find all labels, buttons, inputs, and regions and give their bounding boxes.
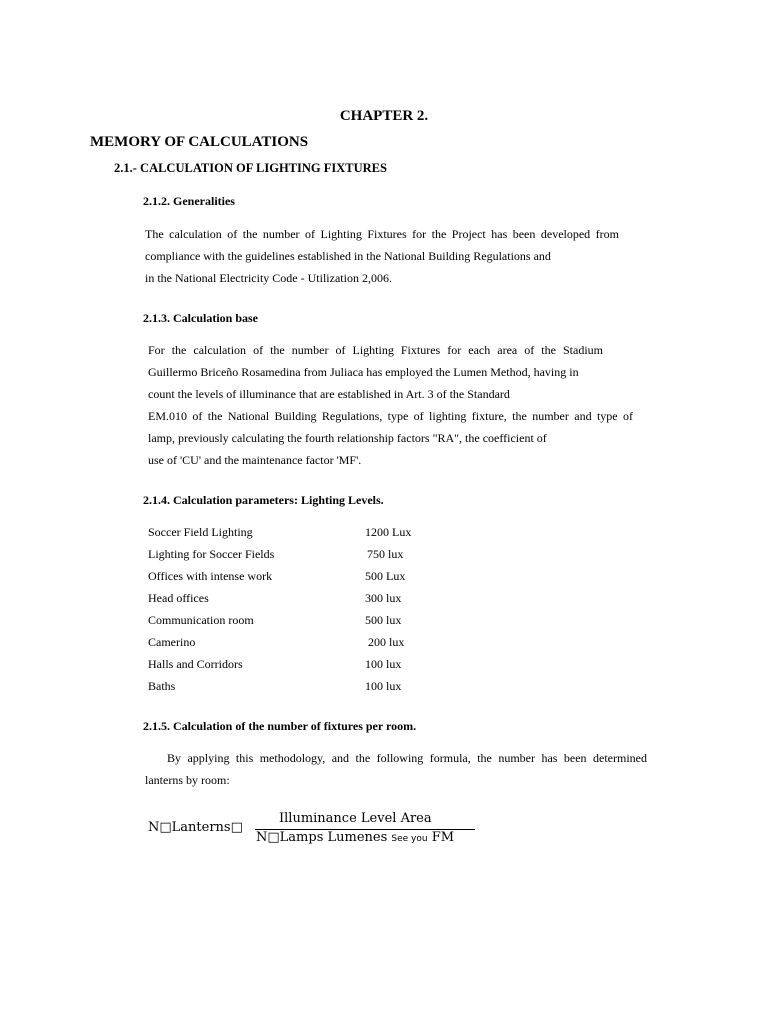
param-value-3: 500 Lux [365,569,406,583]
param-value-2: 750 lux [367,547,404,561]
param-value-5: 500 lux [365,613,402,627]
generalities-line-3: in the National Electricity Code - Utilization 2,006. [145,271,392,285]
generalities-line-1: The calculation of the number of Lighting Fixtures for the Project has been developed from [145,227,619,241]
calc-base-line-1: For the calculation of the number of Lighting Fixtures for each area of the Stadium [148,343,603,357]
formula-denominator [256,830,454,845]
param-label-4: Head offices [148,591,209,605]
page-title: MEMORY OF CALCULATIONS [90,134,309,150]
generalities-line-2: compliance with the guidelines established in the National Building Regulations and [145,249,551,263]
calc-base-line-6: use of 'CU' and the maintenance factor 'MF'. [148,453,362,467]
param-value-7: 100 lux [365,657,402,671]
param-value-8: 100 lux [365,679,402,693]
param-label-1: Soccer Field Lighting [148,525,253,539]
chapter-heading: CHAPTER 2. [339,108,429,124]
param-label-6: Camerino [148,635,196,649]
param-value-1: 1200 Lux [365,525,412,539]
denominator-small: See you [391,834,428,844]
calc-base-line-4: EM.010 of the National Building Regulations, type of lighting fixture, the number and type of [148,409,633,423]
param-label-8: Baths [148,679,176,693]
calc-base-line-3: count the levels of illuminance that are established in Art. 3 of the Standard [148,387,510,401]
calc-base-line-2: Guillermo Briceño Rosamedina from Juliaca has employed the Lumen Method, having in [148,365,579,379]
section-heading: 2.1.- CALCULATION OF LIGHTING FIXTURES [114,161,387,175]
param-label-2: Lighting for Soccer Fields [148,547,275,561]
param-label-5: Communication room [148,613,254,627]
denominator-main: N□Lamps Lumenes [256,830,388,845]
fixtures-line-2: lanterns by room: [145,773,230,787]
parameters-heading: 2.1.4. Calculation parameters: Lighting Levels. [143,493,384,507]
fixtures-line-1: By applying this methodology, and the following formula, the number has been determined [167,751,647,765]
param-label-3: Offices with intense work [148,569,273,583]
fixtures-heading: 2.1.5. Calculation of the number of fixtures per room. [143,719,417,733]
formula-lhs: N□Lanterns□ [148,820,243,835]
generalities-heading: 2.1.2. Generalities [143,194,235,208]
calc-base-heading: 2.1.3. Calculation base [143,311,259,325]
param-value-4: 300 lux [365,591,402,605]
formula-numerator: Illuminance Level Area [279,811,432,826]
param-label-7: Halls and Corridors [148,657,243,671]
calc-base-line-5: lamp, previously calculating the fourth relationship factors "RA", the coefficient of [148,431,547,445]
denominator-fm: FM [431,830,455,845]
param-value-6: 200 lux [368,635,405,649]
